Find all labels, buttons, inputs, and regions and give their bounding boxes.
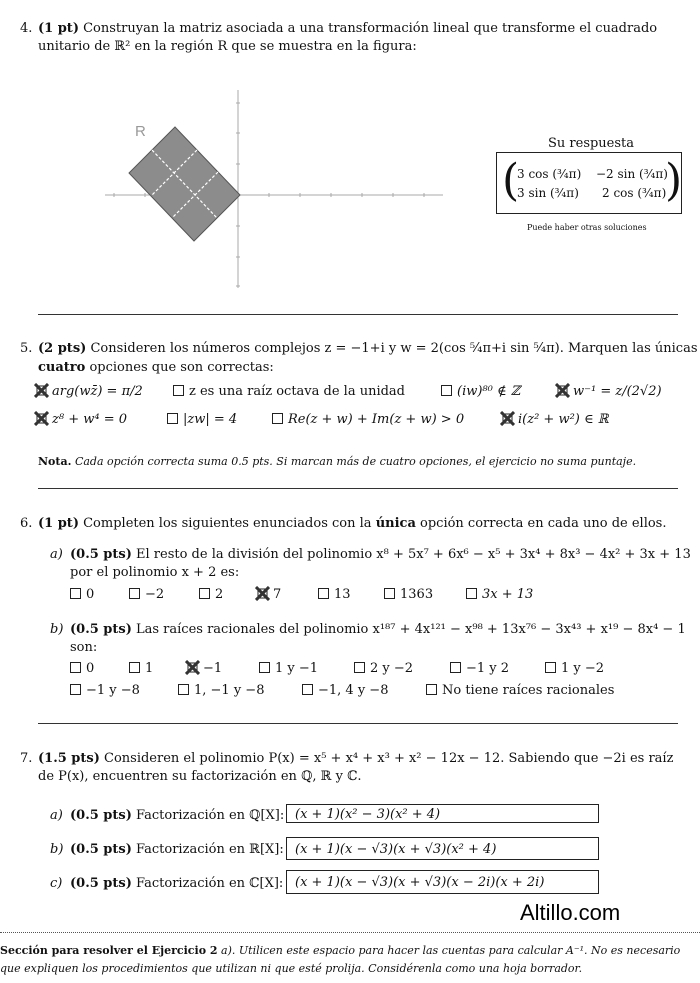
q6b-option-2[interactable]: 1 <box>129 661 153 676</box>
checkbox-icon <box>167 413 178 424</box>
q5-text-1: Consideren los números complejos z = −1+i y w = 2(cos ⁵⁄₄π+i sin ⁵⁄₄π). Marquen las únicas <box>90 341 698 356</box>
q4-line1 <box>38 21 657 36</box>
q5-option-4[interactable]: w⁻¹ = z/(2√2) <box>555 383 662 399</box>
q7-number: 7. <box>20 751 33 766</box>
region-figure <box>105 90 445 290</box>
q6b-option-5[interactable]: 2 y −2 <box>354 661 413 676</box>
q6a-line2: por el polinomio x + 2 es: <box>70 565 240 580</box>
footer-line1: Sección para resolver el Ejercicio 2 a). Utilicen este espacio para hacer las cuentas para calcular A⁻¹. No es necesario <box>0 944 681 957</box>
q6b-line1: (0.5 pts) Las raíces racionales del polinomio x¹⁸⁷ + 4x¹²¹ − x⁹⁸ + 13x⁷⁶ − 3x⁴³ + x¹⁹ − 8x⁴ − 1 <box>70 622 686 637</box>
q7-line2: de P(x), encuentren su factorización en ℚ, ℝ y ℂ. <box>38 769 362 784</box>
q7-line1: (1.5 pts) Consideren el polinomio P(x) = x⁵ + x⁴ + x³ + x² − 12x − 12. Sabiendo que −2i es raíz <box>38 751 674 766</box>
q5-number: 5. <box>20 341 33 356</box>
watermark: Altillo.com <box>520 900 621 925</box>
q6a-option-3[interactable]: 2 <box>199 587 223 602</box>
q6b-option-1[interactable]: 0 <box>70 661 94 676</box>
q5-points: (2 pts) <box>38 341 87 356</box>
q6b-option-6[interactable]: −1 y 2 <box>450 661 509 676</box>
checkbox-icon <box>259 662 270 673</box>
q7a-text: (0.5 pts) Factorización en ℚ[X]: <box>70 808 285 823</box>
q6a-option-6[interactable]: 1363 <box>384 587 433 602</box>
checkbox-icon <box>450 662 461 673</box>
checkbox-icon <box>354 662 365 673</box>
q4-points: (1 pt) <box>38 21 79 36</box>
q7b-answer-field[interactable]: (x + 1)(x − √3)(x + √3)(x² + 4) <box>286 837 599 860</box>
q7c-text: (0.5 pts) Factorización en ℂ[X]: <box>70 876 284 891</box>
q6-line1: (1 pt) Completen los siguientes enunciados con la única opción correcta en cada uno de ellos. <box>38 516 667 531</box>
q6a-option-4[interactable]: 7 <box>255 586 281 602</box>
q5-text-2: opciones que son correctas: <box>89 360 274 375</box>
q6b-option-8[interactable]: −1 y −8 <box>70 683 140 698</box>
answer-note: Puede haber otras soluciones <box>527 223 647 232</box>
q7a-label: a) <box>50 808 63 823</box>
q6a-label: a) <box>50 547 63 562</box>
checkbox-icon <box>70 662 81 673</box>
footer-line2: que expliquen los procedimientos que utilizan ni que esté prolija. Considérenla como una hoja borrador. <box>0 962 583 975</box>
checked-box-icon <box>34 383 49 398</box>
checkbox-icon <box>272 413 283 424</box>
matrix-cell-12: −2 sin (¾π) <box>596 167 668 181</box>
checkbox-icon <box>70 684 81 695</box>
checkbox-icon <box>302 684 313 695</box>
checkbox-icon <box>129 662 140 673</box>
q5-option-1[interactable]: arg(wz̄) = π/2 <box>34 383 143 399</box>
q6b-option-9[interactable]: 1, −1 y −8 <box>178 683 264 698</box>
q6a-option-5[interactable]: 13 <box>318 587 351 602</box>
checkbox-icon <box>129 588 140 599</box>
q5-option-8[interactable]: i(z² + w²) ∈ ℝ <box>500 411 609 427</box>
checkbox-icon <box>178 684 189 695</box>
q7a-answer-field[interactable]: (x + 1)(x² − 3)(x² + 4) <box>286 804 599 823</box>
divider-3 <box>38 723 678 724</box>
q5-option-2[interactable]: z es una raíz octava de la unidad <box>173 384 405 399</box>
q5-line2 <box>38 360 274 375</box>
checkbox-icon <box>384 588 395 599</box>
dotted-separator <box>0 932 700 933</box>
checkbox-icon <box>70 588 81 599</box>
q5-bold-cuatro: cuatro <box>38 360 86 375</box>
q5-note-label: Nota. <box>38 455 72 468</box>
footer-title: Sección para resolver el Ejercicio 2 <box>0 944 218 957</box>
matrix-cell-11: 3 cos (¾π) <box>517 167 582 181</box>
q4-number: 4. <box>20 21 33 36</box>
checkbox-icon <box>466 588 477 599</box>
q6b-option-11[interactable]: No tiene raíces racionales <box>426 683 614 698</box>
q5-option-5[interactable]: z⁸ + w⁴ = 0 <box>34 411 127 427</box>
checked-box-icon <box>555 383 570 398</box>
q6-points: (1 pt) <box>38 516 79 531</box>
checked-box-icon <box>255 586 270 601</box>
q6b-option-10[interactable]: −1, 4 y −8 <box>302 683 388 698</box>
q5-option-3[interactable]: (iw)⁸⁰ ∉ ℤ <box>441 384 520 399</box>
q7b-text: (0.5 pts) Factorización en ℝ[X]: <box>70 842 284 857</box>
matrix-cell-22: 2 cos (¾π) <box>602 186 667 200</box>
q7c-label: c) <box>50 876 63 891</box>
checked-box-icon <box>500 411 515 426</box>
q6a-option-1[interactable]: 0 <box>70 587 94 602</box>
q5-note <box>38 455 636 468</box>
checkbox-icon <box>426 684 437 695</box>
q6b-option-3[interactable]: −1 <box>185 660 222 676</box>
q7-points: (1.5 pts) <box>38 751 100 766</box>
q5-note-text: Cada opción correcta suma 0.5 pts. Si marcan más de cuatro opciones, el ejercicio no suma puntaje. <box>74 455 637 468</box>
checkbox-icon <box>441 385 452 396</box>
q6a-option-2[interactable]: −2 <box>129 587 164 602</box>
checked-box-icon <box>34 411 49 426</box>
matrix-left-paren: ( <box>502 155 520 206</box>
q5-option-6[interactable]: |zw| = 4 <box>167 412 237 427</box>
region-label: R <box>135 123 146 140</box>
q5-option-7[interactable]: Re(z + w) + Im(z + w) > 0 <box>272 412 464 427</box>
answer-title: Su respuesta <box>548 136 635 151</box>
checkbox-icon <box>318 588 329 599</box>
q7c-answer-field[interactable]: (x + 1)(x − √3)(x + √3)(x − 2i)(x + 2i) <box>286 870 599 894</box>
q6b-option-4[interactable]: 1 y −1 <box>259 661 318 676</box>
checkbox-icon <box>173 385 184 396</box>
q6b-line2: son: <box>70 640 98 655</box>
checked-box-icon <box>185 660 200 675</box>
divider-2 <box>38 488 678 489</box>
q6-number: 6. <box>20 516 33 531</box>
q4-text-1: Construyan la matriz asociada a una transformación lineal que transforme el cuadrado <box>83 21 658 36</box>
q7b-label: b) <box>50 842 64 857</box>
matrix-right-paren: ) <box>665 155 683 206</box>
answer-matrix-box <box>496 152 682 214</box>
q6b-option-7[interactable]: 1 y −2 <box>545 661 604 676</box>
q5-line1 <box>38 341 698 356</box>
q6b-label: b) <box>50 622 64 637</box>
q6a-line1: (0.5 pts) El resto de la división del polinomio x⁸ + 5x⁷ + 6x⁶ − x⁵ + 3x⁴ + 8x³ − 4x² + 3x + 13 <box>70 547 691 562</box>
q6a-option-7[interactable]: 3x + 13 <box>466 587 533 602</box>
divider-1 <box>38 314 678 315</box>
checkbox-icon <box>199 588 210 599</box>
checkbox-icon <box>545 662 556 673</box>
matrix-cell-21: 3 sin (¾π) <box>517 186 579 200</box>
q4-line2: unitario de ℝ² en la región R que se muestra en la figura: <box>38 39 417 54</box>
